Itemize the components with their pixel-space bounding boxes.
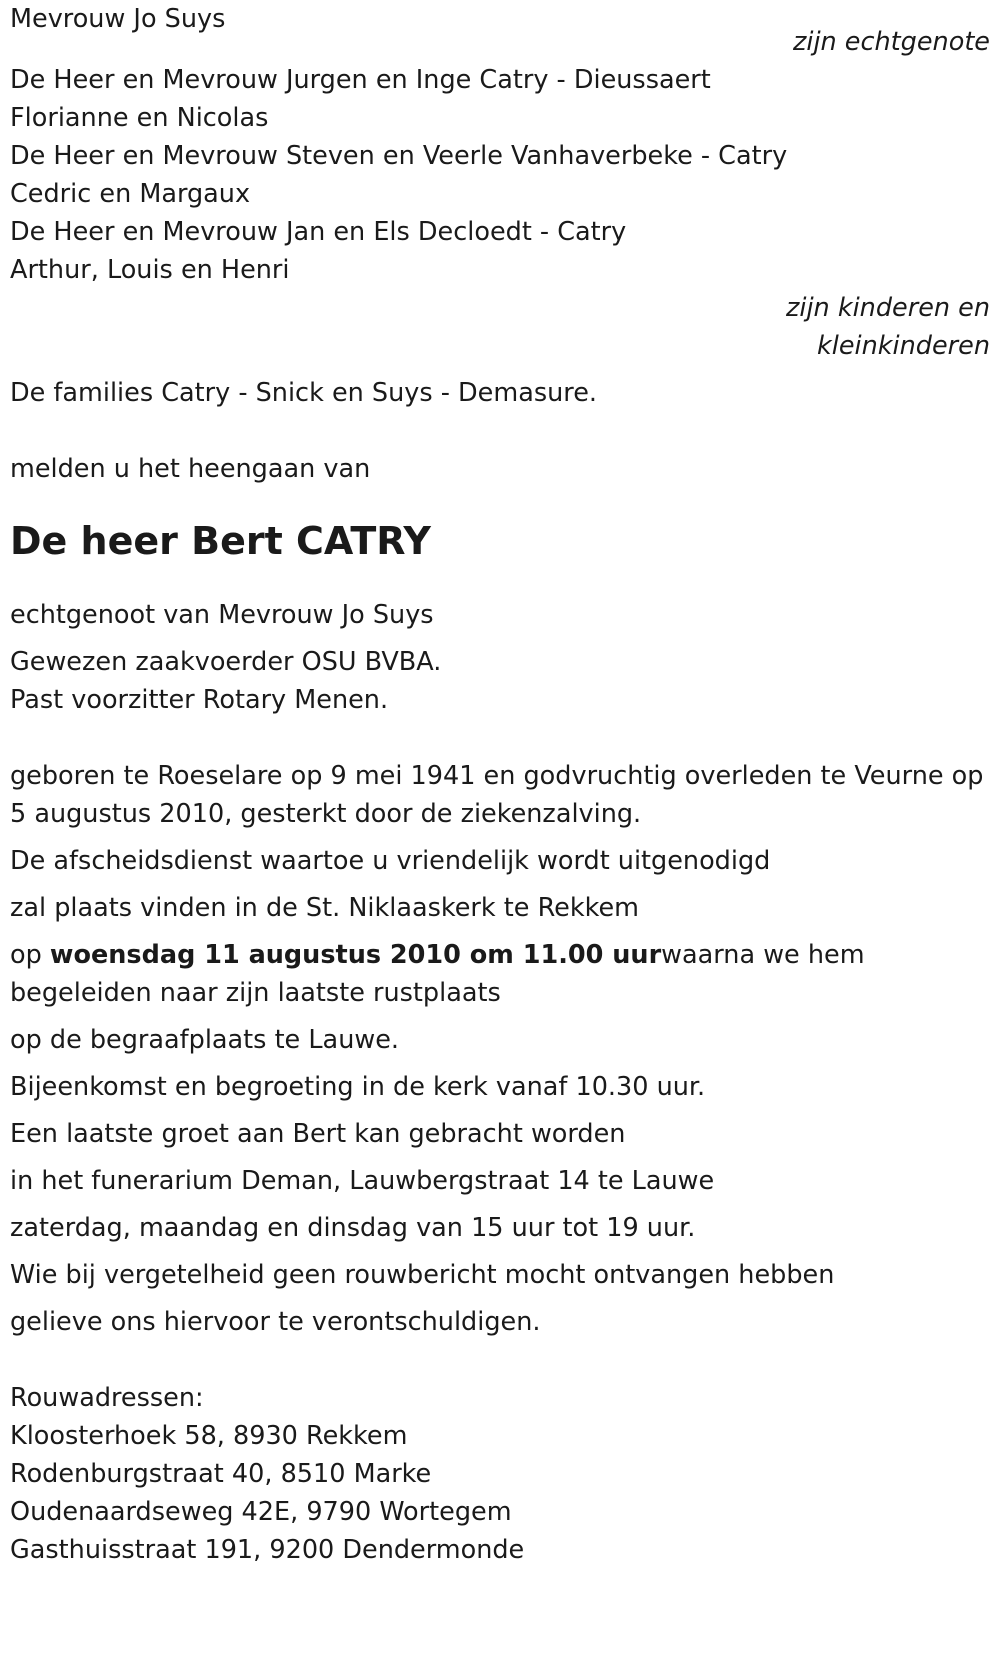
- address-line: Rodenburgstraat 40, 8510 Marke: [10, 1459, 432, 1489]
- apology-line: Wie bij vergetelheid geen rouwbericht mocht ontvangen hebben: [10, 1260, 835, 1290]
- born-died: geboren te Roeselare op 9 mei 1941 en godvruchtig overleden te Veurne op 5 augustus 2010, gesterkt door de ziekenzalving.: [10, 761, 984, 829]
- function-line: Gewezen zaakvoerder OSU BVBA.: [10, 647, 442, 677]
- service-invite: De afscheidsdienst waartoe u vriendelijk wordt uitgenodigd: [10, 846, 771, 876]
- address-line: Oudenaardseweg 42E, 9790 Wortegem: [10, 1497, 512, 1527]
- gathering-line: Bijeenkomst en begroeting in de kerk vanaf 10.30 uur.: [10, 1072, 706, 1102]
- child-line: De Heer en Mevrouw Jan en Els Decloedt - Catry: [10, 217, 627, 247]
- child-line: De Heer en Mevrouw Steven en Veerle Vanhaverbeke - Catry: [10, 141, 788, 171]
- child-line: Arthur, Louis en Henri: [10, 255, 290, 285]
- address-line: Kloosterhoek 58, 8930 Rekkem: [10, 1421, 408, 1451]
- service-prefix: op: [10, 940, 50, 970]
- address-line: Gasthuisstraat 191, 9200 Dendermonde: [10, 1535, 525, 1565]
- spouse-role: zijn echtgenote: [792, 27, 990, 57]
- child-line: Cedric en Margaux: [10, 179, 251, 209]
- service-datetime: woensdag 11 augustus 2010 om 11.00 uur: [49, 940, 662, 970]
- families-line: De families Catry - Snick en Suys - Demasure.: [10, 378, 597, 408]
- farewell-line: in het funerarium Deman, Lauwbergstraat 14 te Lauwe: [10, 1166, 715, 1196]
- death-notice: [10, 0, 990, 1569]
- children-list: [10, 61, 990, 289]
- children-role-cont: kleinkinderen: [816, 331, 990, 361]
- child-line: De Heer en Mevrouw Jurgen en Inge Catry - Dieussaert: [10, 65, 711, 95]
- service-datetime-line: [10, 936, 990, 1012]
- farewell-line: Een laatste groet aan Bert kan gebracht worden: [10, 1119, 626, 1149]
- children-role: zijn kinderen en: [786, 293, 990, 323]
- burial-line: op de begraafplaats te Lauwe.: [10, 1025, 399, 1055]
- service-place: zal plaats vinden in de St. Niklaaskerk te Rekkem: [10, 893, 639, 923]
- deceased-name: De heer Bert CATRY: [10, 519, 431, 563]
- spouse-name: Mevrouw Jo Suys: [10, 4, 226, 34]
- spouse-of: echtgenoot van Mevrouw Jo Suys: [10, 600, 434, 630]
- addresses-heading: Rouwadressen:: [10, 1383, 204, 1413]
- child-line: Florianne en Nicolas: [10, 103, 269, 133]
- apology-line: gelieve ons hiervoor te verontschuldigen.: [10, 1307, 541, 1337]
- service-suffix: waarna we hem begeleiden naar zijn laatste rustplaats: [10, 940, 865, 1008]
- function-line: Past voorzitter Rotary Menen.: [10, 685, 389, 715]
- announcement: melden u het heengaan van: [10, 454, 371, 484]
- farewell-line: zaterdag, maandag en dinsdag van 15 uur tot 19 uur.: [10, 1213, 696, 1243]
